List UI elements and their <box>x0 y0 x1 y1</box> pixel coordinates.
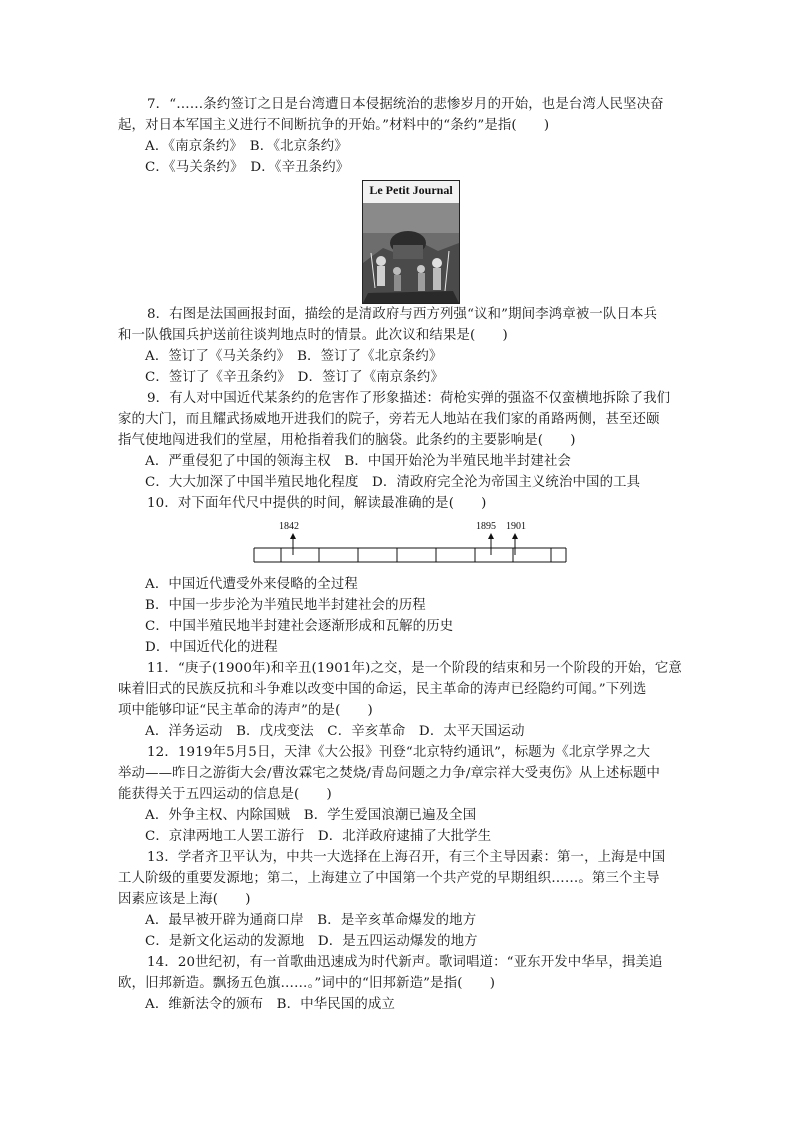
q12-options-cd: C．京津两地工人罢工游行 D．北洋政府逮捕了大批学生 <box>145 829 492 844</box>
q8-options-cd: C．签订了《辛丑条约》 D．签订了《南京条约》 <box>145 370 444 385</box>
q10-option-b: B．中国一步步沦为半殖民地半封建社会的历程 <box>145 598 426 613</box>
q11-line2: 味着旧式的民族反抗和斗争难以改变中国的命运，民主革命的涛声已经隐约可闻。”下列选 <box>118 682 647 697</box>
year-label-1895: 1895 <box>476 521 496 532</box>
q13-line3: 因素应该是上海( ) <box>118 892 251 907</box>
q7-line1: 7．“……条约签订之日是台湾遭日本侵据统治的悲惨岁月的开始，也是台湾人民坚决奋 <box>147 97 664 112</box>
newspaper-title: Le Petit Journal <box>363 181 459 204</box>
q11-line1: 11．“庚子(1900年)和辛丑(1901年)之交，是一个阶段的结束和另一个阶段的开始，它意 <box>147 661 682 676</box>
q11-line3: 项中能够印证“民主革命的涛声”的是( ) <box>118 703 373 718</box>
q13-line2: 工人阶级的重要发源地；第二，上海建立了中国第一个共产党的早期组织……。第三个主导 <box>118 871 660 886</box>
q13-options-cd: C．是新文化运动的发源地 D．是五四运动爆发的地方 <box>145 934 478 949</box>
newspaper-cover-image <box>362 180 460 304</box>
q7-line2: 起，对日本军国主义进行不间断抗争的开始。”材料中的“条约”是指( ) <box>118 118 550 133</box>
q14-line2: 欧，旧邦新造。飘扬五色旗……。”词中的“旧邦新造”是指( ) <box>118 976 496 991</box>
q9-options-ab: A．严重侵犯了中国的领海主权 B．中国开始沦为半殖民地半封建社会 <box>145 454 572 469</box>
q8-line2: 和一队俄国兵护送前往谈判地点时的情景。此次议和结果是( ) <box>118 328 508 343</box>
q9-line3: 指气使地闯进我们的堂屋，用枪指着我们的脑袋。此条约的主要影响是( ) <box>118 433 576 448</box>
year-label-1901: 1901 <box>506 521 526 532</box>
q9-options-cd: C．大大加深了中国半殖民地化程度 D．清政府完全沦为帝国主义统治中国的工具 <box>145 475 641 490</box>
q7-options-ab: A．《南京条约》 B．《北京条约》 <box>145 139 348 154</box>
q8-line1: 8．右图是法国画报封面，描绘的是清政府与西方列强“议和”期间李鸿章被一队日本兵 <box>147 307 658 322</box>
q10-line1: 10．对下面年代尺中提供的时间，解读最准确的是( ) <box>147 496 487 511</box>
q12-line3: 能获得关于五四运动的信息是( ) <box>118 787 332 802</box>
q12-options-ab: A．外争主权、内除国贼 B．学生爱国浪潮已遍及全国 <box>145 808 477 823</box>
q13-line1: 13．学者齐卫平认为，中共一大选择在上海召开，有三个主导因素：第一，上海是中国 <box>147 850 666 865</box>
q10-option-a: A．中国近代遭受外来侵略的全过程 <box>145 577 358 592</box>
q7-options-cd: C．《马关条约》 D．《辛丑条约》 <box>145 160 350 175</box>
year-ruler <box>250 515 570 565</box>
q11-options: A．洋务运动 B．戊戌变法 C．辛亥革命 D．太平天国运动 <box>145 724 525 739</box>
q12-line1: 12．1919年5月5日，天津《大公报》刊登“北京特约通讯”，标题为《北京学界之大 <box>147 745 651 760</box>
year-label-1842: 1842 <box>279 521 299 532</box>
newspaper-illustration <box>363 203 459 303</box>
q9-line2: 家的大门，而且耀武扬威地开进我们的院子，旁若无人地站在我们家的甬路两侧，甚至还颐 <box>118 412 660 427</box>
q10-option-d: D．中国近代化的进程 <box>145 640 278 655</box>
q10-option-c: C．中国半殖民地半封建社会逐渐形成和瓦解的历史 <box>145 619 454 634</box>
q14-line1: 14．20世纪初，有一首歌曲迅速成为时代新声。歌词唱道：“亚东开发中华早，揖美追 <box>147 955 663 970</box>
q13-options-ab: A．最早被开辟为通商口岸 B．是辛亥革命爆发的地方 <box>145 913 477 928</box>
q14-options-ab: A．维新法令的颁布 B．中华民国的成立 <box>145 997 395 1012</box>
q9-line1: 9．有人对中国近代某条约的危害作了形象描述：荷枪实弹的强盗不仅蛮横地拆除了我们 <box>147 391 671 406</box>
q12-line2: 举动——昨日之游街大会/曹汝霖宅之焚烧/青岛问题之力争/章宗祥大受夷伤》从上述标题中 <box>118 766 661 781</box>
q8-options-ab: A．签订了《马关条约》 B．签订了《北京条约》 <box>145 349 443 364</box>
